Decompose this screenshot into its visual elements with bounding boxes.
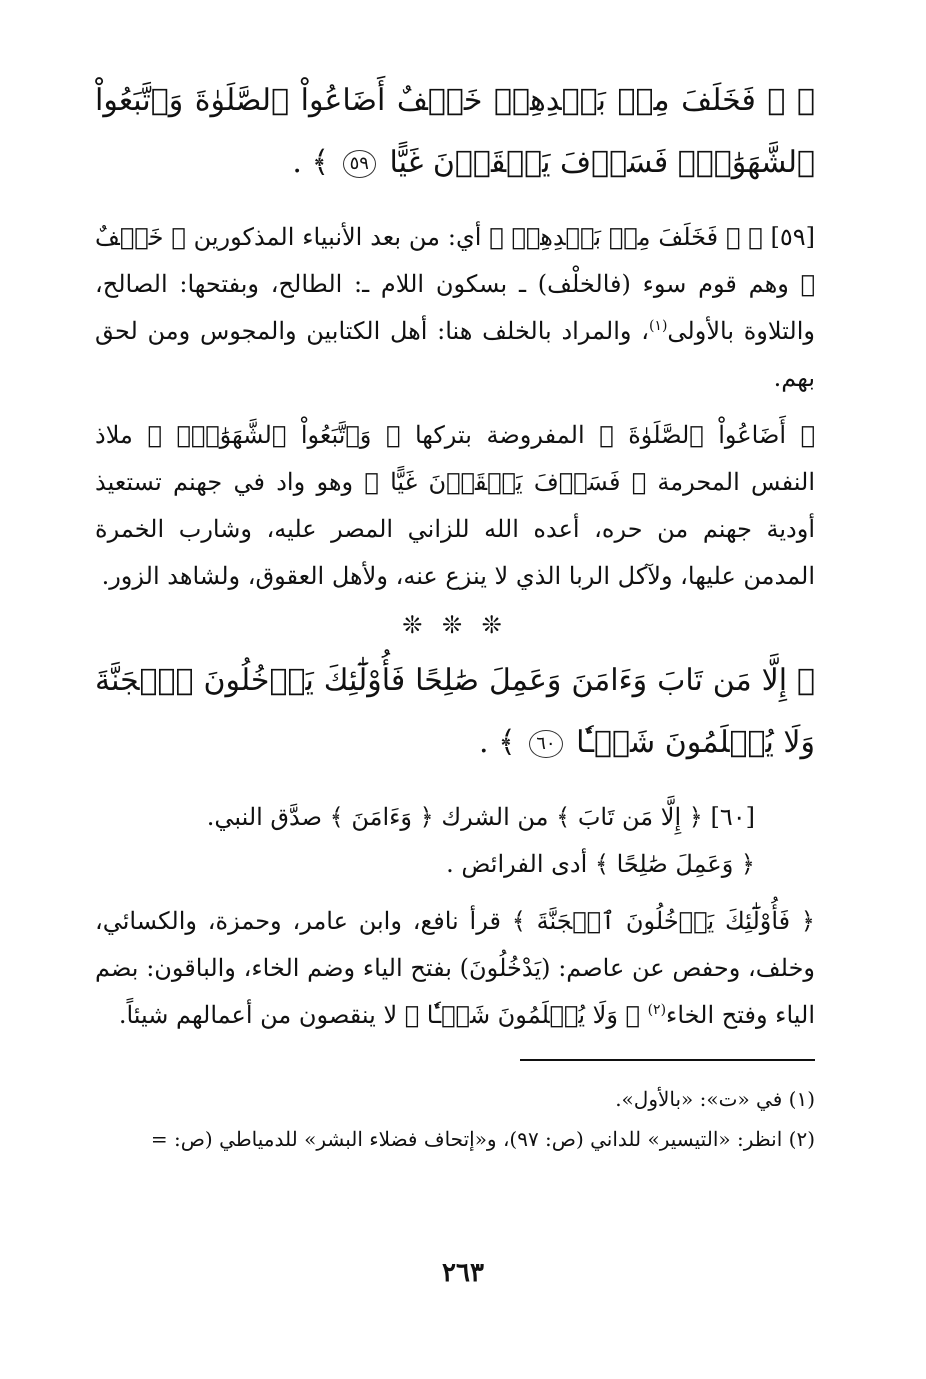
footnote-ref-2: (٢) (647, 1002, 667, 1018)
commentary-60-paragraph-3 (95, 898, 815, 1039)
footnote-divider (520, 1059, 815, 1061)
verse-59-text: ﴿ ۞ فَخَلَفَ مِنۢ بَعۡدِهِمۡ خَلۡفٌ أَضَاعُواْ ٱلصَّلَوٰةَ وَٱتَّبَعُواْ ٱلشَّهَوَٰتِۖ فَسَوۡفَ يَلۡقَوۡنَ غَيًّا (95, 83, 815, 180)
verse-60-number: ٦٠ (529, 730, 562, 758)
page-content (95, 70, 815, 1159)
verse-59-number: ٥٩ (343, 150, 376, 178)
commentary-60-paragraph-1: [٦٠] ﴿ إِلَّا مَن تَابَ ﴾ من الشرك ﴿ وَءَامَنَ ﴾ صدَّق النبي. (206, 803, 755, 831)
commentary-60-p3-text: ﴿ فَأُوْلَٰٓئِكَ يَدۡخُلُونَ ٱلۡجَنَّةَ ﴾ قرأ نافع، وابن عامر، وحمزة، والكسائي، وخلف، وحفص عن عاصم: (يَدْخُلُونَ) بفتح الياء وضم الخاء، والباقون: بضم الياء وفتح الخاء (95, 907, 815, 1029)
commentary-60-p3-tail: ﴿ وَلَا يُظۡلَمُونَ شَيۡـٔٗا ﴾ لا ينقصون من أعمالهم شيئاً. (118, 1001, 648, 1029)
verse-59 (95, 70, 815, 194)
verse-60-close: ﴾ . (479, 725, 516, 760)
commentary-59-p1-text: [٥٩] ﴿ ۞ فَخَلَفَ مِنۢ بَعۡدِهِمۡ ﴾ أي: من بعد الأنبياء المذكورين ﴿ خَلۡفٌ ﴾ وهم قوم سوء (فالخلْف) ـ بسكون اللام ـ: الطالح، وبفتحها: الصالح، والتلاوة بالأولى (95, 223, 815, 345)
verse-60-text: ﴿ إِلَّا مَن تَابَ وَءَامَنَ وَعَمِلَ صَٰلِحًا فَأُوْلَٰٓئِكَ يَدۡخُلُونَ ٱلۡجَنَّةَ وَلَا يُظۡلَمُونَ شَيۡـٔٗا (95, 663, 815, 760)
commentary-59-p1-tail: ، والمراد بالخلف هنا: أهل الكتابين والمجوس ومن لحق بهم. (95, 317, 815, 392)
footnote-2: (٢) انظر: «التيسير» للداني (ص: ٩٧)، و«إتحاف فضلاء البشر» للدمياطي (ص: = (150, 1127, 815, 1151)
footnote-1: (١) في «ت»: «بالأول». (615, 1087, 815, 1111)
commentary-60-paragraph-2: ﴿ وَعَمِلَ صَٰلِحًا ﴾ أدى الفرائض . (446, 850, 755, 878)
verse-59-close: ﴾ . (292, 145, 330, 180)
commentary-59-paragraph-2: ﴿ أَضَاعُواْ ٱلصَّلَوٰةَ ﴾ المفروضة بتركها ﴿ وَٱتَّبَعُواْ ٱلشَّهَوَٰتِۖ ﴾ ملاذ النفس المحرمة ﴿ فَسَوۡفَ يَلۡقَوۡنَ غَيًّا ﴾ وهو واد في جهنم تستعيذ أودية جهنم من حره، أعده الله للزاني المصر عليه، وشارب الخمرة المدمن عليها، ولآكل الربا الذي لا ينزع عنه، ولأهل العقوق، ولشاهد الزور. (95, 421, 816, 590)
page-number: ٢٦٣ (442, 1258, 484, 1288)
commentary-59-paragraph-1 (95, 214, 815, 402)
footnote-ref-1: (١) (648, 318, 668, 334)
section-separator: ❊ ❊ ❊ (402, 611, 508, 639)
verse-60 (95, 650, 815, 774)
